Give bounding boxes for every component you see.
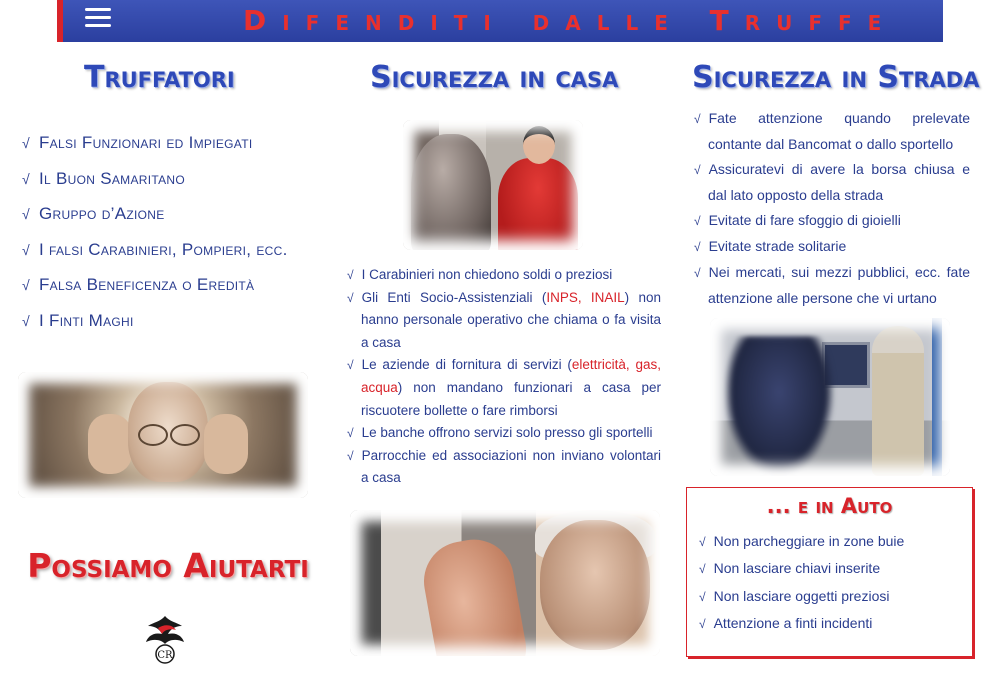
- check-mark-icon: √: [694, 266, 701, 280]
- strada-title: Sicurezza in Strada: [692, 60, 980, 95]
- check-mark-icon: √: [694, 214, 701, 228]
- check-mark-icon: √: [694, 240, 701, 254]
- truffatori-item: [22, 311, 322, 347]
- carabinieri-flame-logo-icon: [140, 612, 190, 666]
- strada-item: [694, 260, 970, 311]
- door-chain-photo: [350, 510, 660, 656]
- check-mark-icon: √: [699, 589, 706, 604]
- strada-item: [694, 234, 970, 260]
- check-mark-icon: √: [22, 312, 30, 329]
- check-mark-icon: √: [22, 241, 30, 258]
- casa-list: [347, 264, 661, 490]
- check-mark-icon: √: [347, 448, 354, 463]
- check-mark-icon: √: [699, 562, 706, 577]
- casa-item-text: I Carabinieri non chiedono soldi o preziosi: [361, 267, 613, 282]
- casa-item-text: Gli Enti Socio-Assistenziali (: [361, 289, 547, 305]
- check-mark-icon: √: [347, 290, 354, 305]
- check-mark-icon: √: [694, 163, 701, 177]
- truffatori-item-text: Gruppo d’Azione: [38, 204, 165, 223]
- check-mark-icon: √: [22, 135, 30, 151]
- strada-item-text: Nei mercati, sui mezzi pubblici, ecc. fate attenzione alle persone che vi urtano: [708, 264, 970, 306]
- elderly-woman-photo: [18, 372, 308, 498]
- door-visit-photo: [403, 120, 583, 250]
- bag-snatching-photo: [710, 318, 950, 476]
- auto-item: [699, 533, 904, 560]
- casa-item-highlight: INPS, INAIL: [546, 289, 625, 305]
- auto-item-text: Non lasciare oggetti preziosi: [713, 587, 890, 604]
- casa-item: [347, 445, 661, 490]
- check-mark-icon: √: [347, 358, 354, 373]
- auto-item-text: Attenzione a finti incidenti: [713, 614, 873, 631]
- auto-box: [686, 487, 973, 657]
- check-mark-icon: √: [22, 277, 30, 293]
- check-mark-icon: √: [347, 426, 354, 441]
- casa-item: [347, 354, 661, 422]
- check-mark-icon: √: [694, 112, 701, 126]
- strada-item: [694, 106, 970, 157]
- check-mark-icon: √: [22, 206, 30, 222]
- casa-title: Sicurezza in casa: [370, 60, 619, 95]
- hamburger-menu-icon[interactable]: [85, 8, 111, 28]
- auto-item: [699, 615, 904, 642]
- auto-list: [699, 533, 904, 642]
- strada-item-text: Evitate di fare sfoggio di gioielli: [708, 212, 901, 228]
- page-title: Difenditi dalle Truffe: [243, 4, 898, 37]
- svg-text:CR: CR: [157, 650, 173, 661]
- strada-item-text: Fate attenzione quando prelevate contante dal Bancomat o dallo sportello: [708, 110, 970, 152]
- strada-list: [694, 106, 970, 311]
- casa-item-text-end: ) non mandano funzionari a casa per riscuotere bollette o fare rimborsi: [361, 379, 661, 418]
- auto-item: [699, 560, 904, 587]
- auto-item: [699, 588, 904, 615]
- casa-item-text: Le aziende di fornitura di servizi (: [361, 357, 572, 373]
- strada-item-text: Evitate strade solitarie: [708, 238, 847, 254]
- casa-item-text: Parrocchie ed associazioni non inviano volontari a casa: [361, 447, 661, 486]
- header-banner: [57, 0, 943, 42]
- help-heading: Possiamo Aiutarti: [27, 546, 309, 585]
- strada-item: [694, 157, 970, 208]
- casa-item-text-end: ) non hanno personale operativo che chiama o fa visita a casa: [361, 289, 661, 350]
- casa-item: [347, 287, 661, 355]
- auto-item-text: Non lasciare chiavi inserite: [713, 560, 881, 577]
- check-mark-icon: √: [699, 535, 706, 549]
- auto-item-text: Non parcheggiare in zone buie: [713, 533, 905, 549]
- truffatori-item: [22, 275, 322, 311]
- truffatori-item: [22, 204, 322, 240]
- truffatori-item-text: I falsi Carabinieri, Pompieri, ecc.: [38, 239, 288, 259]
- truffatori-item: [22, 133, 322, 169]
- truffatori-item-text: Falsa Beneficenza o Eredità: [38, 275, 255, 294]
- casa-item-highlight: elettricità, gas, acqua: [361, 357, 661, 395]
- check-mark-icon: √: [22, 170, 30, 187]
- truffatori-item: [22, 240, 322, 276]
- truffatori-list: [22, 133, 322, 346]
- casa-item: [347, 264, 661, 287]
- casa-item: [347, 422, 661, 445]
- auto-title: ... e in Auto: [766, 494, 893, 518]
- check-mark-icon: √: [347, 268, 354, 282]
- strada-item: [694, 208, 970, 234]
- truffatori-title: Truffatori: [84, 60, 235, 95]
- strada-item-text: Assicuratevi di avere la borsa chiusa e dal lato opposto della strada: [708, 161, 970, 203]
- truffatori-item-text: Falsi Funzionari ed Impiegati: [38, 133, 253, 152]
- truffatori-item-text: I Finti Maghi: [38, 310, 134, 330]
- check-mark-icon: √: [699, 616, 706, 631]
- casa-item-text: Le banche offrono servizi solo presso gli sportelli: [361, 425, 653, 441]
- truffatori-item: [22, 169, 322, 205]
- truffatori-item-text: Il Buon Samaritano: [38, 168, 186, 188]
